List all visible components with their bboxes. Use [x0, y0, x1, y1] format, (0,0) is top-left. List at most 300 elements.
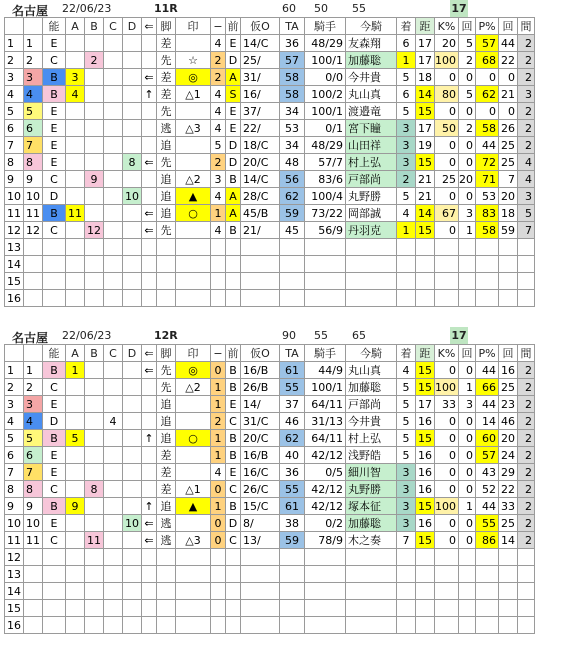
- cell-dash-value: 1: [211, 447, 226, 464]
- table-row[interactable]: [5, 583, 535, 600]
- table-row[interactable]: [5, 239, 535, 256]
- cell-count2: 20: [499, 188, 518, 205]
- cell-rider: 浅野皓: [346, 447, 397, 464]
- cell-arrow: [142, 583, 157, 600]
- cell-kari-o: [241, 600, 280, 617]
- cell-dash-value: 2: [211, 413, 226, 430]
- cell-horse-no: 3: [5, 69, 24, 86]
- cell-k-pct: [435, 583, 459, 600]
- table-row[interactable]: [5, 222, 535, 239]
- table-row[interactable]: [5, 396, 535, 413]
- col-header-jockey-stat: 騎手: [305, 345, 346, 362]
- col-header-horse-no: [5, 18, 24, 35]
- cell-arrow: ⇐: [142, 362, 157, 379]
- venue-label: 名古屋: [12, 4, 49, 18]
- cell-k-pct: [435, 600, 459, 617]
- cell-k-pct: [435, 549, 459, 566]
- cell-ta: [280, 290, 305, 307]
- table-row[interactable]: [5, 481, 535, 498]
- table-row[interactable]: [5, 52, 535, 69]
- cell-rank-c: [104, 154, 123, 171]
- table-row[interactable]: [5, 103, 535, 120]
- cell-kari-o: [241, 239, 280, 256]
- cell-arrow: [142, 35, 157, 52]
- col-header-count2: 回: [499, 18, 518, 35]
- cell-arrow: [142, 566, 157, 583]
- cell-dash-value: [211, 583, 226, 600]
- cell-count: 0: [459, 481, 476, 498]
- race-11-panel: [0, 0, 578, 307]
- cell-kari-o: [241, 549, 280, 566]
- cell-rank-a: [66, 137, 85, 154]
- cell-rider: 丹羽克: [346, 222, 397, 239]
- table-row[interactable]: [5, 413, 535, 430]
- cell-p-pct: 14: [476, 413, 499, 430]
- cell-dash-value: 4: [211, 222, 226, 239]
- table-row[interactable]: [5, 171, 535, 188]
- cell-rank-d: [123, 256, 142, 273]
- cell-arrow: [142, 290, 157, 307]
- cell-ability: [43, 600, 66, 617]
- cell-interval: [518, 239, 535, 256]
- table-row[interactable]: [5, 566, 535, 583]
- col-header-rank-a: A: [66, 345, 85, 362]
- cell-finish: 1: [397, 52, 416, 69]
- cell-horse-no: 7: [5, 137, 24, 154]
- cell-mark: [176, 617, 211, 634]
- cell-dash-value: [211, 566, 226, 583]
- cell-ta: [280, 617, 305, 634]
- cell-ability: E: [43, 154, 66, 171]
- cell-distance: 17: [416, 52, 435, 69]
- cell-k-pct: 0: [435, 222, 459, 239]
- cell-k-pct: 0: [435, 188, 459, 205]
- cell-horse-no: 13: [5, 566, 24, 583]
- col-header-rank-b: B: [85, 18, 104, 35]
- cell-k-pct: 0: [435, 464, 459, 481]
- cell-finish: [397, 617, 416, 634]
- cell-mark: [176, 256, 211, 273]
- cell-rank-b: [85, 137, 104, 154]
- cell-p-pct: 57: [476, 35, 499, 52]
- cell-finish: 7: [397, 532, 416, 549]
- cell-rank-b: [85, 413, 104, 430]
- cell-count: 5: [459, 35, 476, 52]
- cell-rider: 戸部尚: [346, 396, 397, 413]
- cell-ability: B: [43, 69, 66, 86]
- cell-distance: [416, 549, 435, 566]
- cell-arrow: [142, 413, 157, 430]
- cell-mark: △1: [176, 86, 211, 103]
- cell-running-style: [157, 617, 176, 634]
- cell-gate-no: [24, 600, 43, 617]
- cell-gate-no: 8: [24, 481, 43, 498]
- cell-count2: [499, 273, 518, 290]
- cell-kari-o: 14/C: [241, 35, 280, 52]
- cell-prev: B: [226, 379, 241, 396]
- cell-rank-a: [66, 600, 85, 617]
- table-row[interactable]: [5, 290, 535, 307]
- table-row[interactable]: [5, 137, 535, 154]
- cell-ta: [280, 273, 305, 290]
- cell-rider: 塚本征: [346, 498, 397, 515]
- cell-dash-value: [211, 600, 226, 617]
- cell-kari-o: [241, 290, 280, 307]
- table-row[interactable]: [5, 430, 535, 447]
- cell-gate-no: 2: [24, 52, 43, 69]
- cell-gate-no: 11: [24, 532, 43, 549]
- cell-k-pct: 0: [435, 69, 459, 86]
- cell-ta: 34: [280, 137, 305, 154]
- cell-count: [459, 549, 476, 566]
- cell-prev: [226, 290, 241, 307]
- cell-mark: [176, 396, 211, 413]
- cell-mark: [176, 239, 211, 256]
- cell-rank-d: [123, 137, 142, 154]
- cell-count: 3: [459, 205, 476, 222]
- cell-count2: 20: [499, 430, 518, 447]
- cell-rank-c: [104, 566, 123, 583]
- cell-p-pct: [476, 290, 499, 307]
- top-value-1: 90: [282, 329, 296, 342]
- cell-count2: 59: [499, 222, 518, 239]
- top-value-2: 50: [314, 2, 328, 15]
- cell-horse-no: 4: [5, 86, 24, 103]
- cell-dash-value: 4: [211, 35, 226, 52]
- cell-ability: [43, 583, 66, 600]
- cell-prev: [226, 549, 241, 566]
- cell-kari-o: 18/C: [241, 137, 280, 154]
- cell-mark: ◎: [176, 69, 211, 86]
- cell-rider: 今井貴: [346, 413, 397, 430]
- cell-count2: 23: [499, 396, 518, 413]
- cell-rank-a: [66, 52, 85, 69]
- cell-ability: C: [43, 222, 66, 239]
- cell-interval: 4: [518, 154, 535, 171]
- cell-mark: ☆: [176, 52, 211, 69]
- cell-rank-b: [85, 35, 104, 52]
- cell-count: 5: [459, 86, 476, 103]
- cell-horse-no: 5: [5, 103, 24, 120]
- cell-k-pct: [435, 273, 459, 290]
- cell-jockey-stat: [305, 239, 346, 256]
- cell-running-style: 追: [157, 188, 176, 205]
- cell-rank-a: [66, 515, 85, 532]
- cell-k-pct: 80: [435, 86, 459, 103]
- cell-running-style: [157, 273, 176, 290]
- cell-interval: 2: [518, 379, 535, 396]
- cell-ability: E: [43, 447, 66, 464]
- cell-rank-a: [66, 481, 85, 498]
- cell-dash-value: 0: [211, 481, 226, 498]
- table-row[interactable]: [5, 617, 535, 634]
- cell-rank-d: [123, 69, 142, 86]
- cell-prev: A: [226, 188, 241, 205]
- cell-kari-o: [241, 273, 280, 290]
- table-row[interactable]: [5, 362, 535, 379]
- cell-kari-o: 13/: [241, 532, 280, 549]
- cell-jockey-stat: [305, 617, 346, 634]
- cell-distance: 18: [416, 69, 435, 86]
- cell-rank-d: [123, 600, 142, 617]
- cell-interval: 2: [518, 498, 535, 515]
- cell-gate-no: 3: [24, 69, 43, 86]
- cell-ta: 37: [280, 396, 305, 413]
- cell-rank-a: [66, 256, 85, 273]
- cell-k-pct: 0: [435, 447, 459, 464]
- col-header-running-style: 脚: [157, 345, 176, 362]
- cell-running-style: 差: [157, 86, 176, 103]
- cell-rank-b: 11: [85, 532, 104, 549]
- table-row[interactable]: [5, 532, 535, 549]
- cell-p-pct: 44: [476, 396, 499, 413]
- cell-count: 0: [459, 447, 476, 464]
- cell-rank-d: [123, 35, 142, 52]
- cell-arrow: ⇐: [142, 154, 157, 171]
- cell-count: 0: [459, 413, 476, 430]
- cell-rider: 岡部誠: [346, 205, 397, 222]
- cell-horse-no: 11: [5, 205, 24, 222]
- table-row[interactable]: [5, 379, 535, 396]
- cell-mark: [176, 583, 211, 600]
- cell-finish: 3: [397, 137, 416, 154]
- cell-rank-c: [104, 69, 123, 86]
- col-header-rank-c: C: [104, 345, 123, 362]
- cell-ability: C: [43, 171, 66, 188]
- cell-horse-no: 9: [5, 171, 24, 188]
- cell-kari-o: 8/: [241, 515, 280, 532]
- cell-kari-o: 28/C: [241, 188, 280, 205]
- cell-distance: [416, 239, 435, 256]
- cell-jockey-stat: 100/1: [305, 103, 346, 120]
- cell-running-style: 逃: [157, 532, 176, 549]
- cell-rank-c: [104, 583, 123, 600]
- cell-rider: 細川智: [346, 464, 397, 481]
- col-header-ta: TA: [280, 345, 305, 362]
- cell-gate-no: [24, 583, 43, 600]
- cell-jockey-stat: 100/2: [305, 86, 346, 103]
- cell-jockey-stat: [305, 273, 346, 290]
- cell-p-pct: 71: [476, 171, 499, 188]
- cell-rank-b: [85, 396, 104, 413]
- cell-p-pct: 83: [476, 205, 499, 222]
- cell-dash-value: 0: [211, 515, 226, 532]
- cell-jockey-stat: 56/9: [305, 222, 346, 239]
- table-row[interactable]: [5, 498, 535, 515]
- cell-arrow: ⇐: [142, 515, 157, 532]
- cell-kari-o: 31/C: [241, 413, 280, 430]
- cell-rank-c: [104, 447, 123, 464]
- cell-prev: D: [226, 515, 241, 532]
- cell-rider: 山田祥: [346, 137, 397, 154]
- cell-rank-d: [123, 447, 142, 464]
- cell-mark: [176, 273, 211, 290]
- cell-count: 0: [459, 137, 476, 154]
- cell-ta: 48: [280, 154, 305, 171]
- cell-ability: B: [43, 86, 66, 103]
- cell-rider: 木之奏: [346, 532, 397, 549]
- cell-prev: E: [226, 120, 241, 137]
- race-number: 11R: [154, 2, 178, 15]
- cell-rank-a: [66, 222, 85, 239]
- cell-rank-d: [123, 171, 142, 188]
- col-header-distance: 距: [416, 18, 435, 35]
- table-row[interactable]: [5, 515, 535, 532]
- cell-rank-d: [123, 498, 142, 515]
- cell-ability: E: [43, 137, 66, 154]
- col-header-p-pct: P%: [476, 345, 499, 362]
- cell-horse-no: 3: [5, 396, 24, 413]
- cell-gate-no: 9: [24, 171, 43, 188]
- cell-ta: 59: [280, 205, 305, 222]
- cell-kari-o: 20/C: [241, 154, 280, 171]
- cell-distance: 15: [416, 362, 435, 379]
- cell-finish: [397, 290, 416, 307]
- cell-gate-no: [24, 617, 43, 634]
- cell-rider: 加藤聡: [346, 515, 397, 532]
- col-header-ability: 能: [43, 345, 66, 362]
- cell-k-pct: [435, 256, 459, 273]
- cell-count2: 18: [499, 205, 518, 222]
- cell-rider: 村上弘: [346, 154, 397, 171]
- cell-mark: ○: [176, 205, 211, 222]
- cell-interval: 2: [518, 515, 535, 532]
- table-row[interactable]: [5, 154, 535, 171]
- table-row[interactable]: [5, 35, 535, 52]
- cell-rank-c: [104, 171, 123, 188]
- col-header-count: 回: [459, 18, 476, 35]
- col-header-dash-value: −: [211, 18, 226, 35]
- cell-arrow: [142, 103, 157, 120]
- cell-ability: [43, 290, 66, 307]
- cell-rank-c: [104, 273, 123, 290]
- race-date: 22/06/23: [62, 2, 112, 15]
- cell-ability: [43, 566, 66, 583]
- table-row[interactable]: [5, 205, 535, 222]
- cell-finish: 5: [397, 396, 416, 413]
- cell-count2: 21: [499, 86, 518, 103]
- cell-ta: 61: [280, 362, 305, 379]
- distance-header: 17: [451, 2, 467, 15]
- cell-count2: 44: [499, 35, 518, 52]
- cell-gate-no: [24, 239, 43, 256]
- cell-prev: C: [226, 413, 241, 430]
- cell-rank-d: [123, 617, 142, 634]
- cell-running-style: 差: [157, 69, 176, 86]
- table-row[interactable]: [5, 600, 535, 617]
- col-header-rider: 今騎: [346, 345, 397, 362]
- cell-jockey-stat: 42/12: [305, 447, 346, 464]
- cell-rank-a: [66, 396, 85, 413]
- cell-p-pct: [476, 549, 499, 566]
- cell-k-pct: [435, 617, 459, 634]
- cell-running-style: [157, 583, 176, 600]
- cell-rank-b: 9: [85, 171, 104, 188]
- cell-jockey-stat: 83/6: [305, 171, 346, 188]
- cell-rank-c: [104, 120, 123, 137]
- cell-interval: [518, 583, 535, 600]
- cell-count: 2: [459, 52, 476, 69]
- cell-arrow: ⇐: [142, 532, 157, 549]
- cell-interval: 2: [518, 35, 535, 52]
- cell-mark: △2: [176, 171, 211, 188]
- cell-mark: ▲: [176, 498, 211, 515]
- cell-prev: A: [226, 205, 241, 222]
- table-row[interactable]: [5, 464, 535, 481]
- top-value-2: 55: [314, 329, 328, 342]
- table-row[interactable]: [5, 188, 535, 205]
- cell-kari-o: 15/C: [241, 498, 280, 515]
- table-row[interactable]: [5, 86, 535, 103]
- cell-rider: [346, 273, 397, 290]
- cell-dash-value: 2: [211, 52, 226, 69]
- cell-dash-value: [211, 549, 226, 566]
- cell-gate-no: 7: [24, 137, 43, 154]
- col-header-rank-d: D: [123, 18, 142, 35]
- cell-dash-value: [211, 239, 226, 256]
- cell-jockey-stat: 100/1: [305, 379, 346, 396]
- cell-finish: 4: [397, 362, 416, 379]
- cell-gate-no: 2: [24, 379, 43, 396]
- cell-dash-value: 2: [211, 69, 226, 86]
- table-row[interactable]: [5, 273, 535, 290]
- cell-gate-no: [24, 256, 43, 273]
- cell-finish: 6: [397, 35, 416, 52]
- cell-ability: E: [43, 396, 66, 413]
- cell-gate-no: 1: [24, 362, 43, 379]
- cell-interval: [518, 549, 535, 566]
- table-row[interactable]: [5, 256, 535, 273]
- cell-count2: 25: [499, 137, 518, 154]
- cell-mark: [176, 290, 211, 307]
- table-row[interactable]: [5, 447, 535, 464]
- venue-label: 名古屋: [12, 331, 49, 345]
- cell-prev: [226, 273, 241, 290]
- cell-rider: [346, 583, 397, 600]
- cell-dash-value: 1: [211, 396, 226, 413]
- cell-horse-no: 5: [5, 430, 24, 447]
- cell-horse-no: 12: [5, 222, 24, 239]
- cell-count: [459, 566, 476, 583]
- cell-interval: 2: [518, 464, 535, 481]
- col-header-count2: 回: [499, 345, 518, 362]
- cell-jockey-stat: 64/11: [305, 396, 346, 413]
- table-row[interactable]: [5, 549, 535, 566]
- table-row[interactable]: [5, 120, 535, 137]
- cell-rider: [346, 256, 397, 273]
- cell-rank-b: [85, 447, 104, 464]
- cell-dash-value: 0: [211, 532, 226, 549]
- cell-ability: B: [43, 205, 66, 222]
- cell-rank-d: 8: [123, 154, 142, 171]
- cell-jockey-stat: [305, 549, 346, 566]
- cell-prev: B: [226, 498, 241, 515]
- race-date: 22/06/23: [62, 329, 112, 342]
- cell-finish: 5: [397, 379, 416, 396]
- cell-count2: [499, 239, 518, 256]
- cell-dash-value: 5: [211, 137, 226, 154]
- cell-jockey-stat: 73/22: [305, 205, 346, 222]
- cell-horse-no: 1: [5, 362, 24, 379]
- cell-jockey-stat: 0/1: [305, 120, 346, 137]
- cell-rider: [346, 239, 397, 256]
- col-header-prev: 前: [226, 18, 241, 35]
- col-header-gate-no: [24, 345, 43, 362]
- cell-interval: 2: [518, 413, 535, 430]
- col-header-rank-b: B: [85, 345, 104, 362]
- cell-ta: 38: [280, 515, 305, 532]
- table-row[interactable]: [5, 69, 535, 86]
